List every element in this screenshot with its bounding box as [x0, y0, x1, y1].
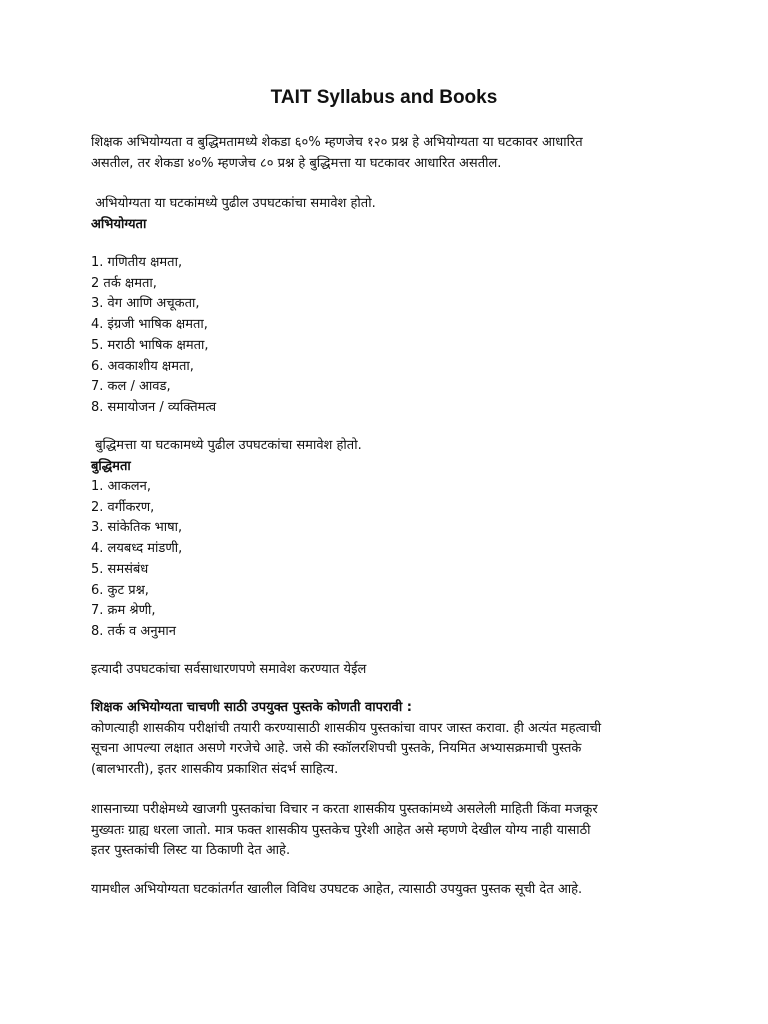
list-item: 5. समसंबंध: [91, 561, 149, 577]
closing-paragraph: [91, 660, 691, 681]
list-item: 4. इंग्रजी भाषिक क्षमता,: [91, 317, 208, 333]
list-item: 8. समायोजन / व्यक्तिमत्व: [91, 399, 217, 415]
books-line: यामधील अभियोग्यता घटकांतर्गत खालील विविध उपघटक आहेत, त्यासाठी उपयुक्त पुस्तक सूची देत आहे.: [91, 882, 583, 897]
intro-line: शिक्षक अभियोग्यता व बुद्धिमतामध्ये शेकडा ६०% म्हणजेच १२० प्रश्न हे अभियोग्यता या घटकावर आधारित: [91, 135, 583, 150]
list-item: 3. वेग आणि अचूकता,: [91, 296, 200, 312]
intro-paragraph: [91, 133, 691, 174]
aptitude-intro: अभियोग्यता या घटकांमध्ये पुढील उपघटकांचा समावेश होतो.: [91, 196, 376, 211]
books-line: कोणत्याही शासकीय परीक्षांची तयारी करण्यासाठी शासकीय पुस्तकांचा वापर जास्त करावा. ही अत्यंत महत्वाची: [91, 720, 602, 736]
books-line: (बालभारती), इतर शासकीय प्रकाशित संदर्भ साहित्य.: [91, 762, 339, 778]
intro-line: असतील, तर शेकडा ४०% म्हणजेच ८० प्रश्न हे बुद्धिमत्ता या घटकावर आधारित असतील.: [91, 155, 502, 171]
list-item: 6. अवकाशीय क्षमता,: [91, 358, 194, 374]
intelligence-heading: बुद्धिमता: [91, 458, 131, 474]
aptitude-section: [91, 194, 691, 235]
list-item: 1. गणितीय क्षमता,: [91, 255, 183, 270]
list-item: 1. आकलन,: [91, 479, 151, 494]
list-item: 7. क्रम श्रेणी,: [91, 603, 156, 619]
books-heading: शिक्षक अभियोग्यता चाचणी साठी उपयुक्त पुस्तके कोणती वापरावी :: [91, 700, 412, 715]
list-item: 2. वर्गीकरण,: [91, 499, 155, 515]
books-line: शासनाच्या परीक्षेमध्ये खाजगी पुस्तकांचा विचार न करता शासकीय पुस्तकांमध्ये असलेली माहिती किंवा मजकूर: [91, 802, 598, 817]
list-item: 8. तर्क व अनुमान: [91, 623, 176, 639]
list-item: 6. कुट प्रश्न,: [91, 582, 149, 598]
books-section: [91, 698, 691, 781]
list-item: 2 तर्क क्षमता,: [91, 275, 157, 291]
books-line: सूचना आपल्या लक्षात असणे गरजेचे आहे. जसे की स्कॉलरशिपची पुस्तके, नियमित अभ्यासक्रमाची पुस्तके: [91, 741, 582, 757]
books-line: मुख्यतः ग्राह्य धरला जातो. मात्र फक्त शासकीय पुस्तकेच पुरेशी आहेत असे म्हणणे देखील योग्य नाही यासाठी: [91, 822, 591, 838]
books-paragraph-3: [91, 880, 691, 901]
books-paragraph-2: [91, 800, 691, 862]
intelligence-intro: बुद्धिमत्ता या घटकामध्ये पुढील उपघटकांचा समावेश होतो.: [91, 438, 362, 453]
list-item: 3. सांकेतिक भाषा,: [91, 520, 183, 536]
closing-text: इत्यादी उपघटकांचा सर्वसाधारणपणे समावेश करण्यात येईल: [91, 662, 367, 677]
list-item: 5. मराठी भाषिक क्षमता,: [91, 337, 209, 353]
aptitude-heading: अभियोग्यता: [91, 216, 147, 232]
intelligence-list: [91, 477, 691, 643]
list-item: 7. कल / आवड,: [91, 379, 171, 395]
document-title: TAIT Syllabus and Books: [270, 87, 498, 108]
books-line: इतर पुस्तकांची लिस्ट या ठिकाणी देत आहे.: [91, 843, 291, 859]
aptitude-list: [91, 253, 691, 419]
list-item: 4. लयबध्द मांडणी,: [91, 541, 183, 557]
intelligence-section: [91, 436, 691, 477]
